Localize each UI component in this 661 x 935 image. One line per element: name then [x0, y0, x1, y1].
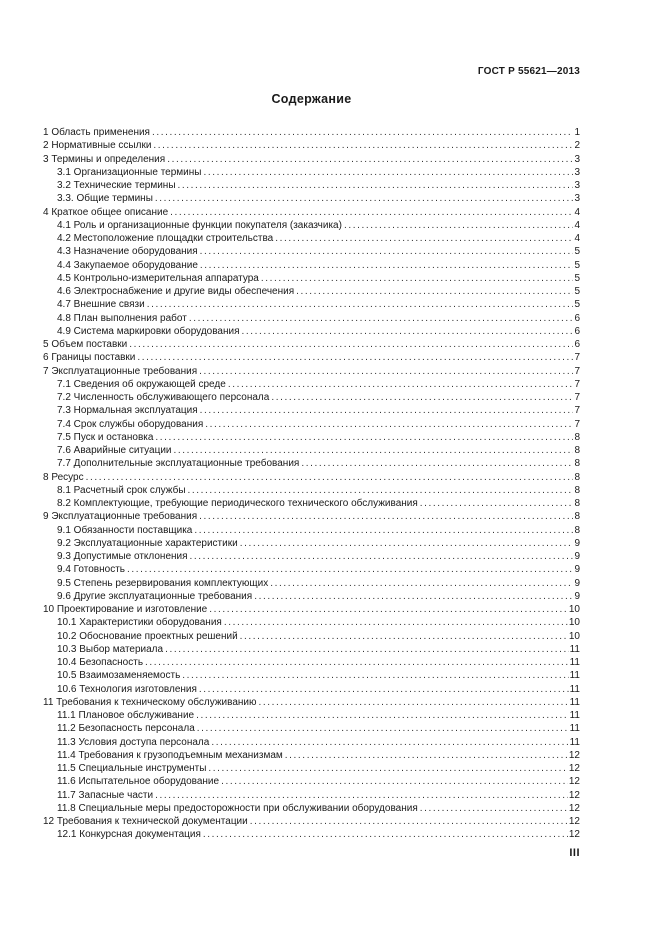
toc-leader-dots — [285, 749, 568, 762]
toc-leader-dots — [170, 206, 573, 219]
toc-leader-dots — [250, 815, 568, 828]
toc-entry-label: 9.1 Обязанности поставщика — [57, 524, 193, 536]
toc-entry — [43, 325, 580, 338]
toc-entry-page-number: 11 — [569, 670, 580, 682]
toc-entry-label: 4.9 Система маркировки оборудования — [57, 325, 240, 337]
toc-entry — [43, 537, 580, 550]
toc-entry — [43, 126, 580, 139]
toc-entry-page-number: 8 — [574, 471, 580, 483]
toc-entry-page-number: 11 — [569, 683, 580, 695]
toc-entry-label: 4.8 План выполнения работ — [57, 312, 187, 324]
toc-entry-label: 11.5 Специальные инструменты — [57, 763, 207, 774]
toc-entry-label: 10.1 Характеристики оборудования — [57, 617, 222, 629]
toc-entry-page-number: 11 — [569, 736, 580, 748]
toc-entry-page-number: 11 — [569, 723, 580, 735]
toc-leader-dots — [240, 630, 568, 643]
toc-entry — [43, 643, 580, 656]
toc-entry-page-number: 4 — [574, 206, 580, 218]
toc-entry-label: 10.5 Взаимозаменяемость — [57, 670, 181, 682]
toc-leader-dots — [203, 828, 568, 841]
toc-entry-label: 10.4 Безопасность — [57, 657, 144, 668]
toc-entry-label: 7.1 Сведения об окружающей среде — [57, 378, 226, 390]
toc-leader-dots — [296, 285, 573, 298]
toc-entry — [43, 192, 580, 205]
toc-entry — [43, 524, 580, 537]
toc-entry-label: 7 Эксплуатационные требования — [43, 365, 198, 377]
toc-entry — [43, 139, 580, 152]
toc-entry — [43, 775, 580, 788]
toc-entry — [43, 669, 580, 682]
toc-entry-page-number: 5 — [574, 259, 580, 271]
toc-entry — [43, 312, 580, 325]
toc-leader-dots — [275, 232, 573, 245]
toc-entry-page-number: 7 — [574, 378, 580, 390]
toc-leader-dots — [420, 802, 568, 815]
toc-entry-page-number: 1 — [574, 127, 580, 138]
toc-entry-page-number: 7 — [574, 418, 580, 430]
toc-entry — [43, 219, 580, 232]
toc-leader-dots — [147, 298, 574, 311]
toc-entry — [43, 590, 580, 603]
toc-entry — [43, 404, 580, 417]
toc-entry — [43, 563, 580, 576]
toc-entry — [43, 722, 580, 735]
toc-entry — [43, 802, 580, 815]
document-standard-number: ГОСТ Р 55621—2013 — [477, 66, 580, 77]
toc-entry-page-number: 11 — [569, 643, 580, 655]
toc-leader-dots — [188, 484, 574, 497]
toc-entry-page-number: 7 — [574, 405, 580, 417]
toc-entry — [43, 179, 580, 192]
toc-leader-dots — [127, 563, 573, 576]
toc-entry-page-number: 6 — [574, 312, 580, 324]
toc-entry-page-number: 3 — [574, 180, 580, 191]
toc-entry-label: 11.8 Специальные меры предосторожности при обслуживании оборудования — [57, 802, 418, 814]
toc-entry-label: 9.4 Готовность — [57, 564, 125, 576]
toc-leader-dots — [155, 431, 573, 444]
toc-leader-dots — [153, 139, 573, 152]
toc-entry — [43, 431, 580, 444]
toc-leader-dots — [178, 179, 574, 192]
toc-entry-label: 11.1 Плановое обслуживание — [57, 710, 195, 721]
toc-entry — [43, 683, 580, 696]
toc-entry-page-number: 6 — [574, 339, 580, 350]
page-number: III — [569, 846, 580, 859]
toc-leader-dots — [129, 338, 573, 351]
toc-entry — [43, 298, 580, 311]
toc-entry-page-number: 8 — [574, 431, 580, 443]
toc-leader-dots — [261, 272, 574, 285]
toc-entry-page-number: 8 — [574, 511, 580, 523]
toc-leader-dots — [200, 404, 574, 417]
toc-entry-page-number: 8 — [574, 484, 580, 496]
toc-entry-page-number: 9 — [574, 577, 580, 589]
toc-leader-dots — [152, 126, 573, 139]
toc-entry-page-number: 10 — [568, 630, 580, 642]
toc-leader-dots — [259, 696, 569, 709]
page-title: Содержание — [271, 92, 352, 106]
toc-entry — [43, 815, 580, 828]
toc-entry-label: 7.7 Дополнительные эксплуатационные требования — [57, 458, 300, 470]
toc-entry-label: 9.5 Степень резервирования комплектующих — [57, 577, 269, 589]
toc-entry-label: 2 Нормативные ссылки — [43, 140, 152, 152]
toc-entry-page-number: 9 — [574, 551, 580, 562]
toc-entry-page-number: 10 — [568, 617, 580, 629]
toc-entry — [43, 603, 580, 616]
toc-leader-dots — [194, 524, 573, 537]
toc-leader-dots — [190, 550, 574, 563]
toc-leader-dots — [200, 245, 574, 258]
toc-entry-page-number: 5 — [574, 286, 580, 297]
toc-entry — [43, 630, 580, 643]
toc-entry-label: 1 Область применения — [43, 127, 150, 138]
toc-entry-label: 7.2 Численность обслуживающего персонала — [57, 392, 270, 403]
toc-leader-dots — [174, 444, 574, 457]
toc-leader-dots — [189, 312, 574, 325]
toc-leader-dots — [182, 669, 568, 682]
toc-list — [43, 126, 580, 842]
toc-entry-label: 11.7 Запасные части — [57, 789, 154, 801]
toc-leader-dots — [167, 153, 573, 166]
toc-entry-page-number: 8 — [574, 524, 580, 536]
toc-entry-page-number: 12 — [568, 829, 580, 841]
toc-entry — [43, 245, 580, 258]
toc-entry-label: 4.7 Внешние связи — [57, 299, 145, 311]
toc-entry — [43, 418, 580, 431]
toc-entry — [43, 484, 580, 497]
toc-leader-dots — [208, 762, 567, 775]
toc-entry — [43, 166, 580, 179]
toc-entry — [43, 709, 580, 722]
toc-leader-dots — [221, 775, 568, 788]
toc-entry — [43, 656, 580, 669]
toc-entry-label: 5 Объем поставки — [43, 339, 128, 350]
toc-entry — [43, 272, 580, 285]
toc-entry-label: 4.1 Роль и организационные функции покупателя (заказчика) — [57, 219, 342, 231]
toc-entry-label: 12 Требования к технической документации — [43, 816, 248, 827]
toc-entry — [43, 550, 580, 563]
toc-entry-page-number: 3 — [574, 166, 580, 178]
toc-entry-page-number: 5 — [574, 272, 580, 284]
toc-entry — [43, 391, 580, 404]
toc-entry-label: 11.6 Испытательное оборудование — [57, 776, 220, 788]
toc-leader-dots — [271, 391, 573, 404]
toc-entry-label: 8.2 Комплектующие, требующие периодического технического обслуживания — [57, 498, 418, 509]
toc-entry-page-number: 4 — [574, 219, 580, 231]
toc-entry-page-number: 8 — [574, 498, 580, 509]
toc-leader-dots — [254, 590, 573, 603]
toc-entry — [43, 457, 580, 470]
toc-entry-page-number: 9 — [574, 564, 580, 576]
toc-entry — [43, 232, 580, 245]
toc-entry — [43, 577, 580, 590]
toc-entry-label: 11.3 Условия доступа персонала — [57, 736, 210, 748]
toc-leader-dots — [228, 378, 574, 391]
toc-entry-label: 4.2 Местоположение площадки строительства — [57, 233, 274, 244]
toc-entry-page-number: 12 — [568, 789, 580, 801]
toc-entry-page-number: 3 — [574, 193, 580, 205]
toc-leader-dots — [199, 365, 573, 378]
toc-entry-label: 11.4 Требования к грузоподъемным механизмам — [57, 749, 283, 761]
toc-entry-page-number: 6 — [574, 325, 580, 337]
toc-entry-label: 3 Термины и определения — [43, 153, 166, 165]
toc-entry-page-number: 12 — [568, 763, 580, 774]
toc-entry-page-number: 11 — [569, 710, 580, 721]
toc-leader-dots — [199, 510, 573, 523]
toc-leader-dots — [137, 351, 573, 364]
toc-entry-label: 4.5 Контрольно-измерительная аппаратура — [57, 272, 259, 284]
toc-leader-dots — [242, 325, 574, 338]
toc-entry-label: 7.5 Пуск и остановка — [57, 431, 154, 443]
toc-entry — [43, 365, 580, 378]
toc-entry-label: 10.3 Выбор материала — [57, 643, 164, 655]
toc-entry-label: 7.6 Аварийные ситуации — [57, 445, 172, 456]
toc-entry-label: 10 Проектирование и изготовление — [43, 604, 208, 615]
toc-leader-dots — [155, 789, 568, 802]
toc-entry-page-number: 12 — [568, 816, 580, 827]
toc-entry-label: 10.6 Технология изготовления — [57, 683, 197, 695]
toc-leader-dots — [199, 683, 569, 696]
toc-entry — [43, 285, 580, 298]
toc-leader-dots — [205, 418, 573, 431]
toc-entry-label: 3.3. Общие термины — [57, 193, 153, 205]
toc-entry — [43, 762, 580, 775]
toc-leader-dots — [165, 643, 569, 656]
toc-entry-page-number: 12 — [568, 802, 580, 814]
toc-entry — [43, 259, 580, 272]
toc-entry-page-number: 12 — [568, 776, 580, 788]
toc-leader-dots — [203, 166, 573, 179]
toc-entry-page-number: 8 — [574, 458, 580, 470]
toc-leader-dots — [86, 471, 574, 484]
toc-entry — [43, 736, 580, 749]
toc-entry-label: 3.1 Организационные термины — [57, 166, 202, 178]
toc-entry-label: 7.3 Нормальная эксплуатация — [57, 405, 198, 417]
toc-entry — [43, 471, 580, 484]
toc-leader-dots — [209, 603, 568, 616]
toc-entry — [43, 206, 580, 219]
toc-entry-label: 9.3 Допустимые отклонения — [57, 551, 188, 562]
toc-entry-page-number: 11 — [569, 696, 580, 708]
toc-entry-page-number: 10 — [568, 604, 580, 615]
toc-entry-page-number: 2 — [574, 140, 580, 152]
toc-entry-page-number: 11 — [569, 657, 580, 668]
toc-entry-label: 4.6 Электроснабжение и другие виды обеспечения — [57, 286, 295, 297]
toc-entry-label: 8.1 Расчетный срок службы — [57, 484, 186, 496]
toc-entry-page-number: 5 — [574, 299, 580, 311]
toc-entry — [43, 351, 580, 364]
toc-entry-label: 4 Краткое общее описание — [43, 206, 169, 218]
toc-entry — [43, 497, 580, 510]
toc-entry-label: 9.2 Эксплуатационные характеристики — [57, 537, 238, 549]
toc-entry — [43, 696, 580, 709]
toc-entry — [43, 616, 580, 629]
toc-entry-label: 8 Ресурс — [43, 471, 84, 483]
toc-entry-label: 11 Требования к техническому обслуживанию — [43, 696, 257, 708]
toc-entry — [43, 153, 580, 166]
toc-entry — [43, 828, 580, 841]
toc-entry-label: 6 Границы поставки — [43, 352, 136, 364]
toc-entry-label: 4.3 Назначение оборудования — [57, 246, 198, 258]
toc-entry-page-number: 12 — [568, 749, 580, 761]
toc-entry-label: 9.6 Другие эксплуатационные требования — [57, 590, 253, 602]
toc-entry-page-number: 7 — [574, 392, 580, 403]
toc-entry-page-number: 9 — [574, 537, 580, 549]
toc-leader-dots — [196, 709, 569, 722]
toc-entry-label: 7.4 Срок службы оборудования — [57, 418, 204, 430]
toc-leader-dots — [270, 577, 573, 590]
toc-entry-label: 12.1 Конкурсная документация — [57, 829, 201, 841]
toc-leader-dots — [420, 497, 574, 510]
toc-leader-dots — [200, 259, 574, 272]
toc-entry — [43, 378, 580, 391]
toc-entry-page-number: 3 — [574, 153, 580, 165]
toc-entry-page-number: 7 — [574, 365, 580, 377]
toc-entry-page-number: 4 — [574, 233, 580, 244]
toc-entry-page-number: 8 — [574, 445, 580, 456]
toc-entry-label: 10.2 Обоснование проектных решений — [57, 630, 238, 642]
toc-entry-page-number: 7 — [574, 352, 580, 364]
toc-entry-label: 9 Эксплуатационные требования — [43, 511, 198, 523]
toc-leader-dots — [224, 616, 568, 629]
toc-leader-dots — [155, 192, 574, 205]
toc-entry-page-number: 9 — [574, 590, 580, 602]
toc-entry — [43, 338, 580, 351]
toc-entry-label: 3.2 Технические термины — [57, 180, 176, 191]
toc-leader-dots — [145, 656, 569, 669]
toc-leader-dots — [301, 457, 573, 470]
toc-entry — [43, 444, 580, 457]
toc-leader-dots — [240, 537, 574, 550]
toc-entry-page-number: 5 — [574, 246, 580, 258]
toc-leader-dots — [197, 722, 569, 735]
toc-entry — [43, 789, 580, 802]
toc-entry — [43, 749, 580, 762]
toc-entry-label: 11.2 Безопасность персонала — [57, 723, 195, 735]
toc-leader-dots — [211, 736, 568, 749]
toc-entry-label: 4.4 Закупаемое оборудование — [57, 259, 198, 271]
toc-entry — [43, 510, 580, 523]
toc-leader-dots — [344, 219, 573, 232]
